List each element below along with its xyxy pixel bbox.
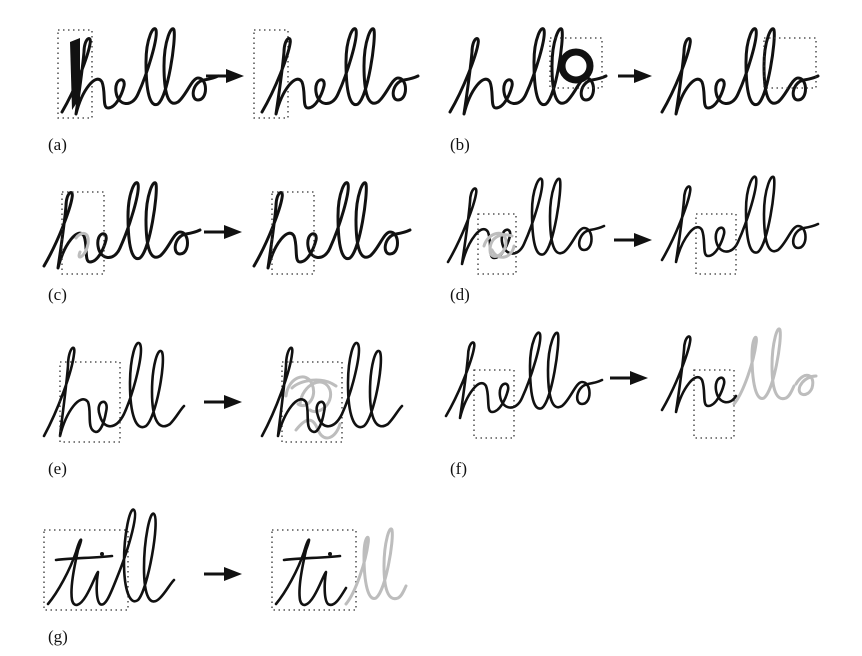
gray-overwrite-strokes [286, 377, 340, 438]
handwriting-hello-before [44, 183, 200, 268]
handwriting-hello-after [662, 29, 818, 114]
panel-label: (e) [48, 459, 67, 478]
panel-g [44, 510, 406, 646]
arrow-icon [224, 225, 242, 239]
panel-label: (f) [450, 459, 467, 478]
thick-stroke [70, 38, 80, 110]
handwriting-hello-after [254, 183, 410, 268]
handwriting-hello-before [450, 29, 606, 114]
handwriting-ti-after [276, 540, 346, 605]
region-box [474, 370, 514, 438]
panel-label: (b) [450, 135, 470, 154]
thick-stroke [562, 52, 590, 80]
panel-a [48, 29, 418, 154]
handwriting-hello-after [262, 29, 418, 114]
arrow-icon [630, 371, 648, 385]
panel-label: (d) [450, 285, 470, 304]
faded-letters-ll [734, 329, 794, 404]
panel-label: (a) [48, 135, 67, 154]
arrow-icon [224, 567, 242, 581]
arrow-icon [634, 69, 652, 83]
arrow-icon [224, 395, 242, 409]
handwriting-hello-after [662, 177, 818, 262]
handwriting-hall-after [262, 343, 402, 436]
handwriting-hello-before [448, 179, 604, 264]
panel-c [44, 183, 410, 304]
arrow-icon [226, 69, 244, 83]
panel-label: (g) [48, 627, 68, 646]
handwriting-hello-before [446, 333, 602, 418]
handwriting-hello-before [62, 29, 218, 114]
faded-letters-ll [346, 529, 406, 604]
panel-label: (c) [48, 285, 67, 304]
panel-b [450, 29, 818, 154]
panel-f [446, 329, 816, 478]
panel-e [44, 343, 402, 478]
handwriting-he-after [662, 336, 736, 412]
panel-d [448, 177, 818, 304]
handwriting-till-before [48, 510, 174, 605]
handwriting-hall-before [44, 343, 184, 436]
faded-letter-o [796, 375, 816, 394]
arrow-icon [634, 233, 652, 247]
